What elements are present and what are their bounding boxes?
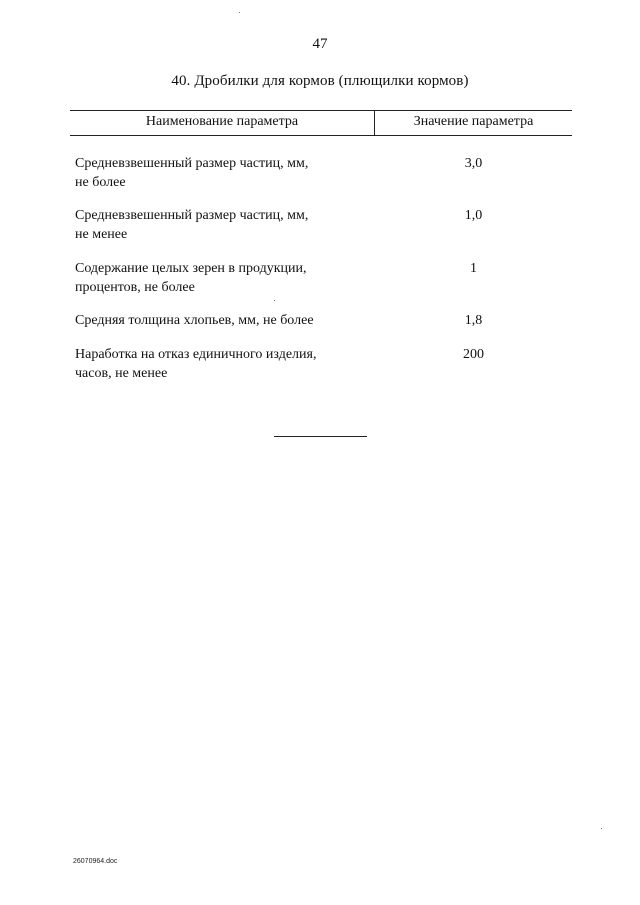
- end-of-section-rule: [274, 436, 367, 437]
- row-parameter-value: 3,0: [464, 156, 483, 171]
- row-parameter-name: Содержание целых зерен в продукции, процентов, не более: [75, 261, 307, 295]
- footer-file-name: 26070964.doc: [73, 858, 118, 865]
- row-parameter-value: 200: [463, 347, 484, 362]
- row-parameter-value: 1,0: [464, 208, 483, 223]
- document-title: 40. Дробилки для кормов (плющилки кормов): [171, 73, 469, 89]
- table-header-parameter-name: Наименование параметра: [145, 114, 299, 129]
- row-parameter-name: Наработка на отказ единичного изделия, часов, не менее: [75, 347, 317, 381]
- scan-speck: [239, 12, 240, 13]
- table-header-border: [70, 135, 572, 136]
- row-parameter-value: 1: [470, 261, 477, 276]
- row-parameter-name: Средневзвешенный размер частиц, мм, не более: [75, 156, 309, 190]
- page-number: 47: [312, 36, 328, 52]
- scan-speck: [601, 828, 602, 829]
- row-parameter-name: Средняя толщина хлопьев, мм, не более: [75, 313, 314, 328]
- table-header-parameter-value: Значение параметра: [413, 114, 534, 129]
- table-top-border: [70, 110, 572, 111]
- scan-speck: [274, 300, 275, 301]
- row-parameter-value: 1,8: [464, 313, 483, 328]
- row-parameter-name: Средневзвешенный размер частиц, мм, не менее: [75, 208, 309, 242]
